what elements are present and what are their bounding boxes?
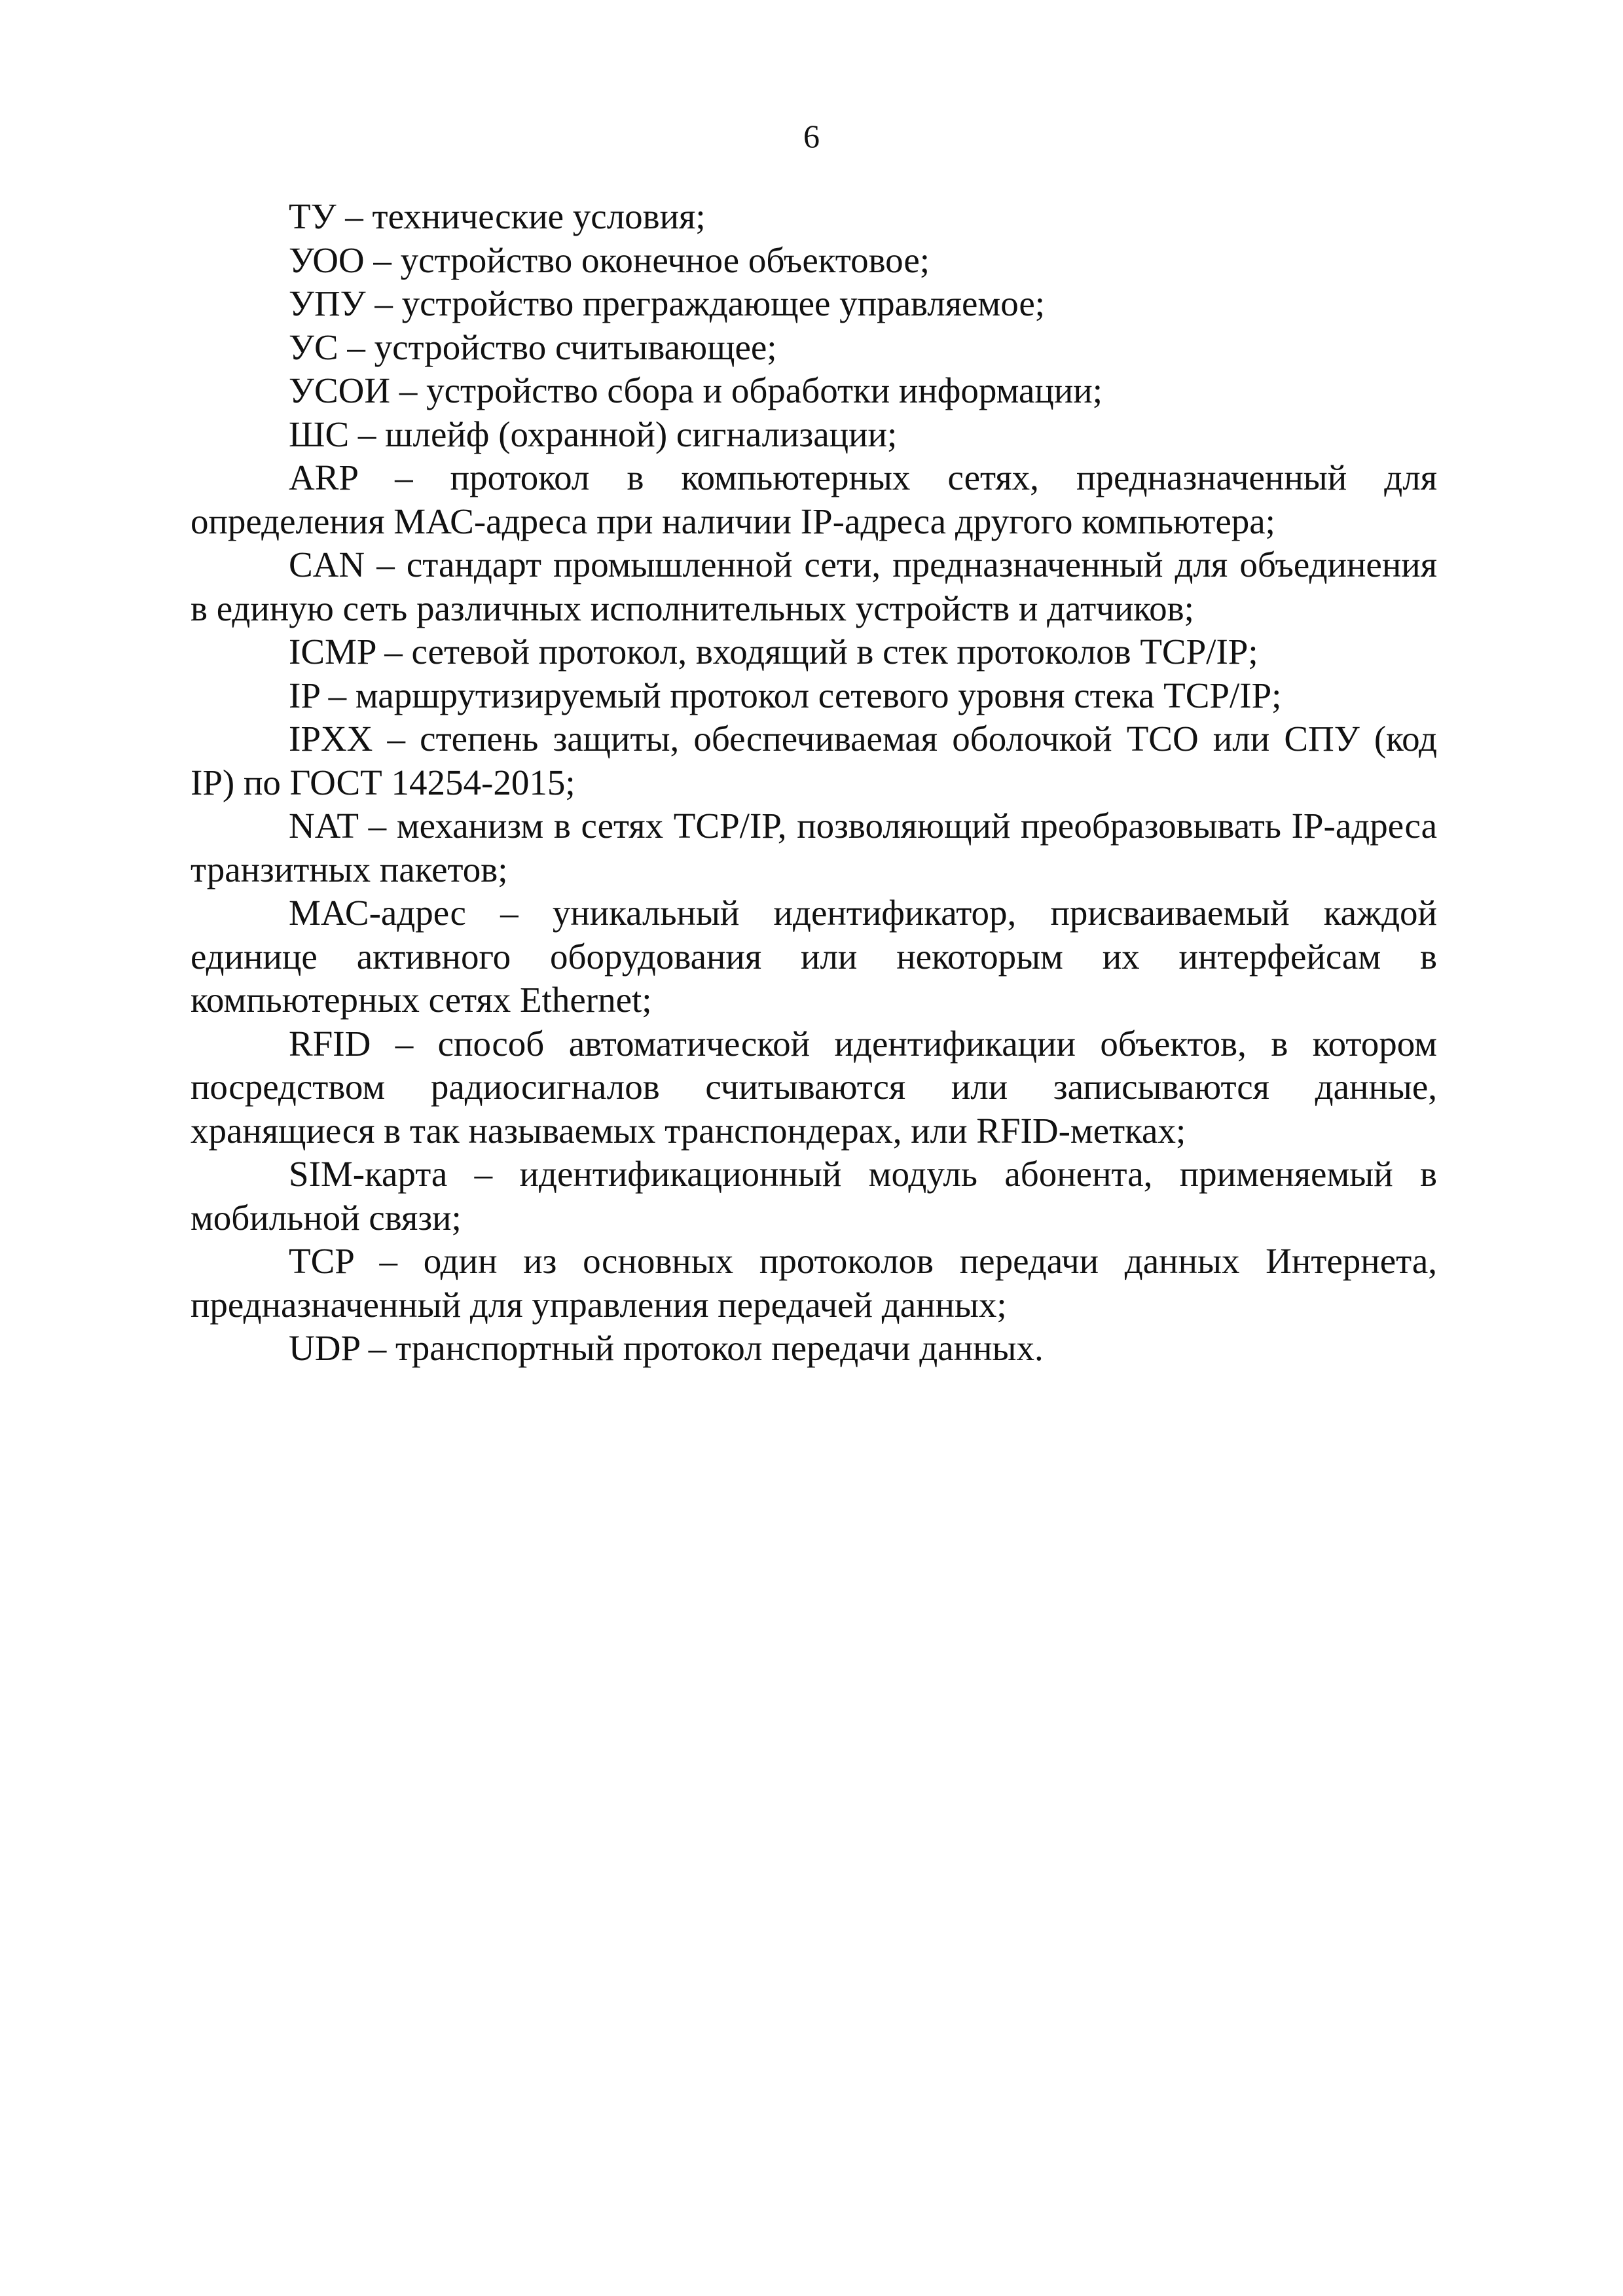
abbreviation-entry-ip: IP – маршрутизируемый протокол сетевого уровня стека TCP/IP;	[289, 675, 1282, 715]
page-number: 6	[803, 118, 820, 154]
abbreviation-entry-rfid: RFID – способ автоматической идентификации объектов, в котором посредством радиосигналов считываются или записываются данные, хранящиеся в так называемых транспондерах, или RFID-метках;	[191, 1023, 1437, 1151]
abbreviation-entry-nat: NAT – механизм в сетях TCP/IP, позволяющий преобразовывать IP-адреса транзитных пакетов;	[191, 806, 1437, 889]
abbreviation-entry-can: CAN – стандарт промышленной сети, предназначенный для объединения в единую сеть различных исполнительных устройств и датчиков;	[191, 545, 1437, 628]
abbreviation-entry-ty: ТУ – технические условия;	[289, 196, 706, 236]
abbreviation-entry-tcp: TCP – один из основных протоколов передачи данных Интернета, предназначенный для управления передачей данных;	[191, 1241, 1437, 1325]
abbreviation-entry-sim-card: SIM-карта – идентификационный модуль абонента, применяемый в мобильной связи;	[191, 1154, 1437, 1238]
abbreviation-entry-arp: ARP – протокол в компьютерных сетях, предназначенный для определения МАС-адреса при наличии IP-адреса другого компьютера;	[191, 457, 1437, 541]
abbreviation-entry-mac-address: МАС-адрес – уникальный идентификатор, присваиваемый каждой единице активного оборудования или некоторым их интерфейсам в компьютерных сетях Ethernet;	[191, 893, 1437, 1020]
abbreviation-entry-ycoi: УСОИ – устройство сбора и обработки информации;	[289, 370, 1103, 410]
abbreviation-entry-udp: UDP – транспортный протокол передачи данных.	[289, 1328, 1044, 1368]
abbreviation-entry-ipxx: IPXX – степень защиты, обеспечиваемая оболочкой ТСО или СПУ (код IP) по ГОСТ 14254-2015;	[191, 719, 1437, 802]
abbreviations-list	[191, 195, 1437, 1371]
abbreviation-entry-ypy: УПУ – устройство преграждающее управляемое;	[289, 283, 1046, 323]
abbreviation-entry-shs: ШС – шлейф (охранной) сигнализации;	[289, 414, 898, 454]
abbreviation-entry-yoo: УОО – устройство оконечное объектовое;	[289, 240, 930, 280]
abbreviation-entry-yc: УС – устройство считывающее;	[289, 327, 777, 367]
abbreviation-entry-icmp: ICMP – сетевой протокол, входящий в стек протоколов TCP/IP;	[289, 632, 1258, 672]
